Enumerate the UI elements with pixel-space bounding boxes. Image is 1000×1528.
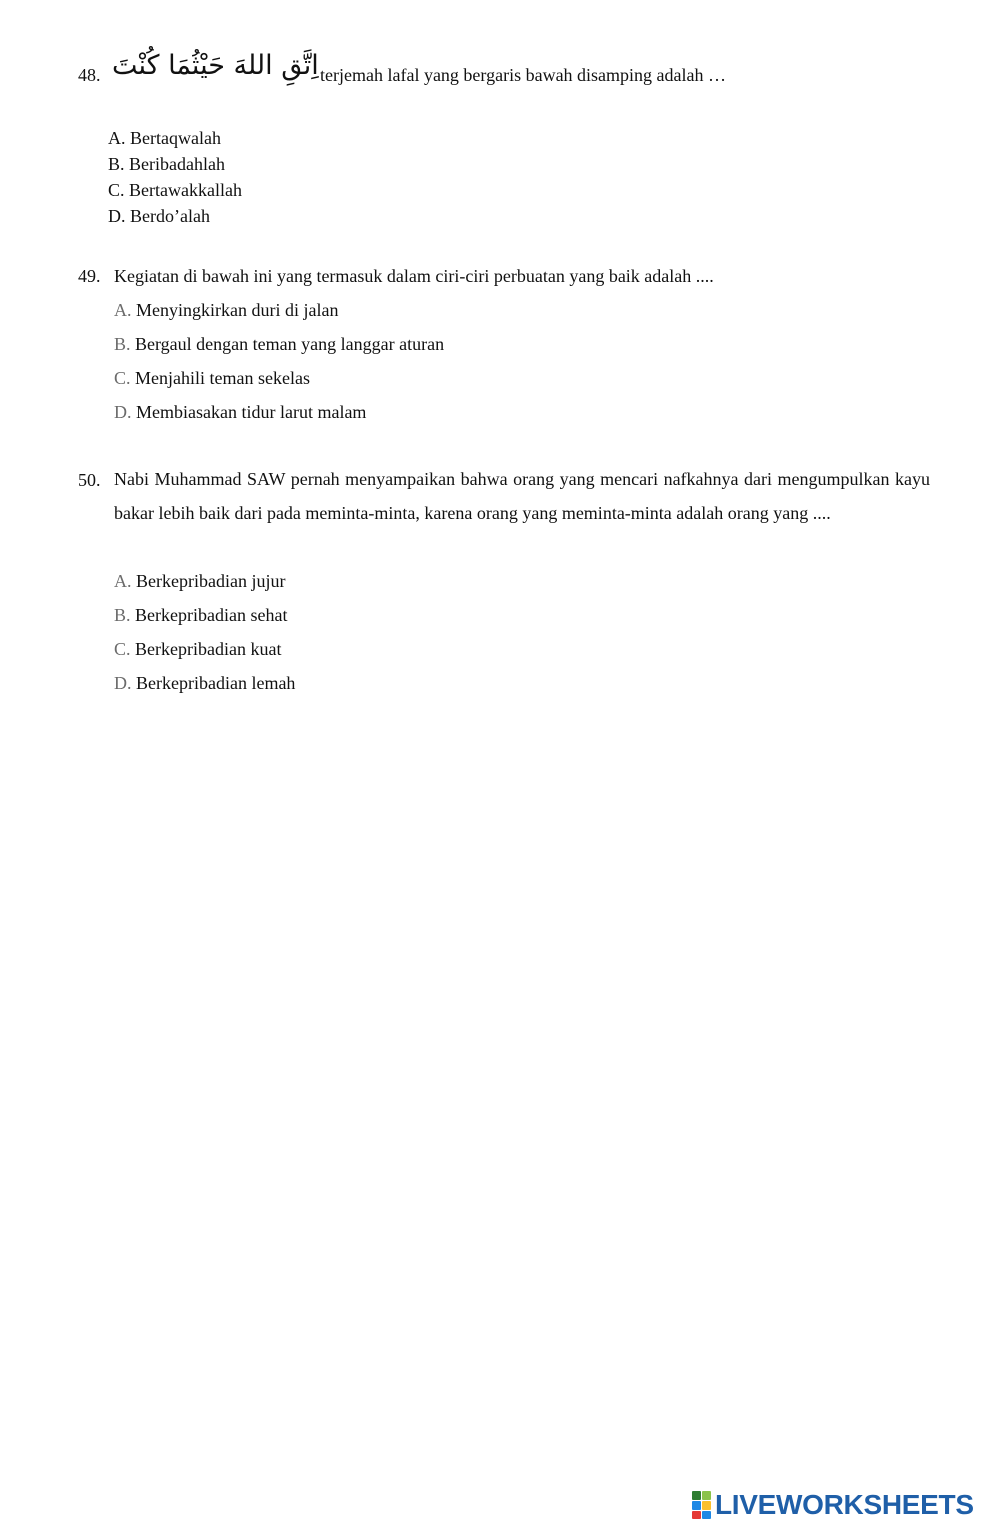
option-text: Berkepribadian kuat: [135, 639, 282, 659]
question-50-option-c[interactable]: [114, 639, 281, 660]
question-50-number: 50.: [78, 470, 101, 490]
option-text: Menyingkirkan duri di jalan: [136, 300, 339, 320]
question-50-option-a[interactable]: [114, 571, 285, 592]
question-49-stem: Kegiatan di bawah ini yang termasuk dalam ciri-ciri perbuatan yang baik adalah ....: [114, 266, 714, 286]
option-text: Berkepribadian jujur: [136, 571, 286, 591]
question-49-option-a[interactable]: [114, 300, 338, 321]
question-48-option-a[interactable]: [108, 128, 221, 149]
option-letter: B.: [114, 334, 131, 354]
liveworksheets-wordmark: LIVEWORKSHEETS: [715, 1489, 974, 1520]
option-letter: C.: [108, 180, 125, 200]
logo-mark-tile: [692, 1501, 701, 1510]
question-49-number: 49.: [78, 266, 101, 286]
question-48-option-d[interactable]: [108, 206, 210, 227]
question-50-option-b[interactable]: [114, 605, 287, 626]
question-50-option-d[interactable]: [114, 673, 295, 694]
question-48-arabic-phrase: اِتَّقِ اللهَ حَيْثُمَا كُنْتَ: [112, 50, 319, 81]
option-text: Menjahili teman sekelas: [135, 368, 310, 388]
question-48-number: 48.: [78, 65, 101, 85]
question-50-stem: Nabi Muhammad SAW pernah menyampaikan bahwa orang yang mencari nafkahnya dari mengumpulkan kayu bakar lebih baik dari pada meminta-minta, karena orang yang meminta-minta adalah orang yang ....: [114, 469, 930, 523]
option-letter: C.: [114, 639, 131, 659]
option-letter: A.: [114, 300, 132, 320]
question-48-option-c[interactable]: [108, 180, 242, 201]
logo-mark-tile: [692, 1511, 701, 1519]
option-letter: C.: [114, 368, 131, 388]
option-text: Membiasakan tidur larut malam: [136, 402, 367, 422]
option-text: Beribadahlah: [129, 154, 225, 174]
question-48-option-b[interactable]: [108, 154, 225, 175]
option-letter: B.: [114, 605, 131, 625]
liveworksheets-mark-icon: [692, 1491, 711, 1519]
option-letter: D.: [108, 206, 126, 226]
option-letter: B.: [108, 154, 125, 174]
logo-mark-tile: [702, 1501, 711, 1510]
question-49-option-b[interactable]: [114, 334, 444, 355]
option-text: Berkepribadian lemah: [136, 673, 296, 693]
option-letter: A.: [114, 571, 132, 591]
option-letter: D.: [114, 673, 132, 693]
option-letter: D.: [114, 402, 132, 422]
question-49-option-c[interactable]: [114, 368, 310, 389]
question-49-option-d[interactable]: [114, 402, 366, 423]
option-text: Bertaqwalah: [130, 128, 221, 148]
logo-mark-tile: [702, 1511, 711, 1519]
option-text: Berkepribadian sehat: [135, 605, 288, 625]
logo-mark-tile: [692, 1491, 701, 1500]
option-text: Bergaul dengan teman yang langgar aturan: [135, 334, 445, 354]
liveworksheets-logo[interactable]: [692, 1488, 974, 1522]
option-text: Berdo’alah: [130, 206, 210, 226]
option-letter: A.: [108, 128, 126, 148]
logo-mark-tile: [702, 1491, 711, 1500]
option-text: Bertawakkallah: [129, 180, 242, 200]
question-48-stem: terjemah lafal yang bergaris bawah disamping adalah …: [320, 65, 727, 85]
